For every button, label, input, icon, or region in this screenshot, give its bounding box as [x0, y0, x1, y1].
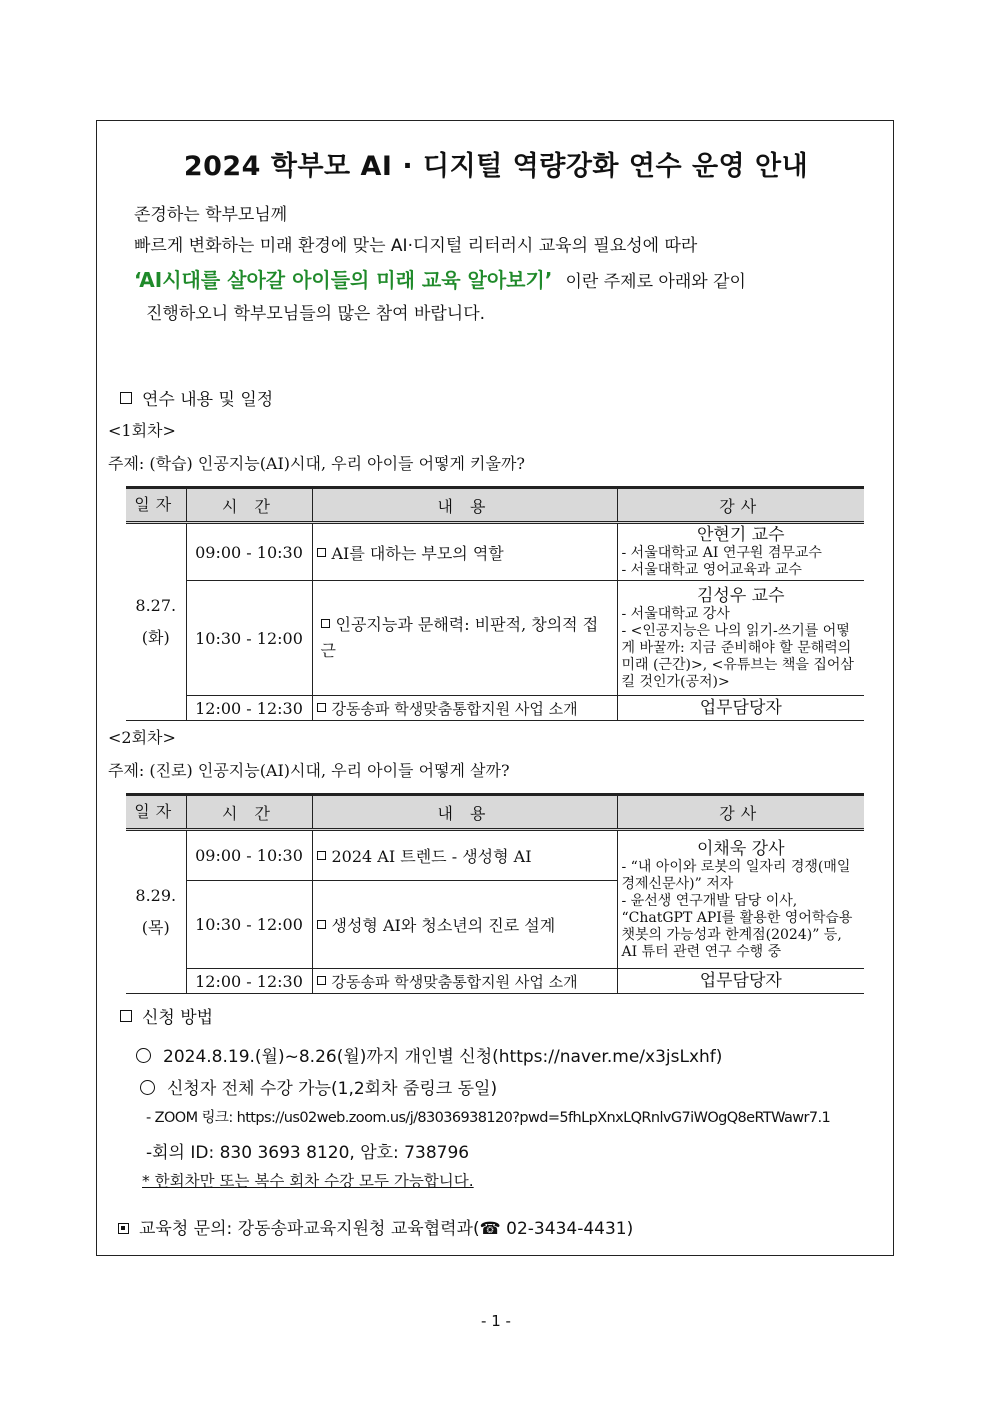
apply-item-2: 신청자 전체 수강 가능(1,2회차 줌링크 동일) [140, 1074, 497, 1099]
session1-table [126, 486, 864, 721]
note-text: * 한회차만 또는 복수 회차 수강 모두 가능합니다. [142, 1172, 474, 1190]
circle-bullet-icon [140, 1080, 155, 1095]
header-time: 시 간 [186, 795, 312, 830]
date-cell: 8.27. (화) [126, 523, 186, 721]
session1-topic: 주제: (학습) 인공지능(AI)시대, 우리 아이들 어떻게 키울까? [108, 454, 525, 473]
header-time: 시 간 [186, 488, 312, 523]
highlight-theme: ‘AI시대를 살아갈 아이들의 미래 교육 알아보기’ [134, 268, 553, 292]
header-lecturer: 강사 [617, 488, 864, 523]
header-content: 내 용 [312, 488, 617, 523]
header-date: 일자 [126, 488, 186, 523]
contact-line: 교육청 문의: 강동송파교육지원청 교육협력과(☎ 02-3434-4431) [118, 1214, 633, 1239]
square-bullet-icon [317, 703, 326, 712]
apply-item-1: 2024.8.19.(월)~8.26(월)까지 개인별 신청(https://naver.me/x3jsLxhf) [136, 1042, 722, 1067]
content-cell: AI를 대하는 부모의 역할 [312, 523, 617, 581]
intro-line-1: 빠르게 변화하는 미래 환경에 맞는 AI·디지털 리터러시 교육의 필요성에 따라 [134, 236, 698, 256]
table-row [126, 581, 864, 696]
document-title: 2024 학부모 AI · 디지털 역량강화 연수 운영 안내 [183, 151, 809, 182]
square-bullet-icon [317, 548, 326, 557]
content-cell: 강동송파 학생맞춤통합지원 사업 소개 [312, 969, 617, 994]
circle-bullet-icon [136, 1048, 151, 1063]
time-cell: 10:30 - 12:00 [186, 881, 312, 969]
square-bullet-icon [317, 920, 326, 929]
lecturer-cell: 이채욱 강사 - “내 아이와 로봇의 일자리 경쟁(매일경제신문사)” 저자 - 윤선생 연구개발 담당 이사, “ChatGPT API를 활용한 영어학습용 챗봇의 가능성과 한계점(2024)” 등, AI 튜터 관련 연구 수행 중 [617, 830, 864, 969]
section2-heading: 신청 방법 [120, 1003, 213, 1028]
intro-line-2 [134, 264, 746, 293]
zoom-link[interactable]: - ZOOM 링크: https://us02web.zoom.us/j/83036938120?pwd=5fhLpXnxLQRnlvG7iWOgQ8eRTWawr7.1 [146, 1110, 831, 1126]
page-number: - 1 - [481, 1312, 511, 1330]
time-cell: 12:00 - 12:30 [186, 969, 312, 994]
header-date: 일자 [126, 795, 186, 830]
session2-label: <2회차> [108, 728, 176, 747]
session1-label: <1회차> [108, 421, 176, 440]
date-cell: 8.29. (목) [126, 830, 186, 994]
time-cell: 09:00 - 10:30 [186, 830, 312, 881]
time-cell: 10:30 - 12:00 [186, 581, 312, 696]
intro-line-3: 진행하오니 학부모님들의 많은 참여 바랍니다. [146, 304, 486, 324]
table-row [126, 830, 864, 881]
session2-table [126, 793, 864, 994]
time-cell: 12:00 - 12:30 [186, 696, 312, 721]
content-cell: 인공지능과 문해력: 비판적, 창의적 접근 [312, 581, 617, 696]
square-bullet-icon [317, 976, 326, 985]
content-cell: 생성형 AI와 청소년의 진로 설계 [312, 881, 617, 969]
header-content: 내 용 [312, 795, 617, 830]
content-cell: 2024 AI 트렌드 - 생성형 AI [312, 830, 617, 881]
meeting-info: -회의 ID: 830 3693 8120, 암호: 738796 [146, 1143, 470, 1163]
session2-topic: 주제: (진로) 인공지능(AI)시대, 우리 아이들 어떻게 살까? [108, 761, 510, 780]
lecturer-cell: 김성우 교수 - 서울대학교 강사 - <인공지능은 나의 읽기-쓰기를 어떻게 바꿀까: 지금 준비해야 할 문해력의 미래 (근간)>, <유튜브는 책을 집어삼킬 것인가(공저)> [617, 581, 864, 696]
lecturer-cell: 업무담당자 [617, 696, 864, 721]
square-bullet-icon [321, 619, 330, 628]
content-cell: 강동송파 학생맞춤통합지원 사업 소개 [312, 696, 617, 721]
square-bullet-icon [120, 392, 132, 404]
table-row [126, 696, 864, 721]
section1-heading: 연수 내용 및 일정 [120, 385, 273, 410]
filled-square-bullet-icon [118, 1223, 129, 1234]
time-cell: 09:00 - 10:30 [186, 523, 312, 581]
header-lecturer: 강사 [617, 795, 864, 830]
table-row [126, 969, 864, 994]
square-bullet-icon [317, 851, 326, 860]
square-bullet-icon [120, 1010, 132, 1022]
greeting: 존경하는 학부모님께 [134, 205, 288, 225]
table-row [126, 523, 864, 581]
intro-line-2-rest: 이란 주제로 아래와 같이 [565, 272, 746, 292]
lecturer-cell: 안현기 교수 - 서울대학교 AI 연구원 겸무교수 - 서울대학교 영어교육과 교수 [617, 523, 864, 581]
lecturer-cell: 업무담당자 [617, 969, 864, 994]
